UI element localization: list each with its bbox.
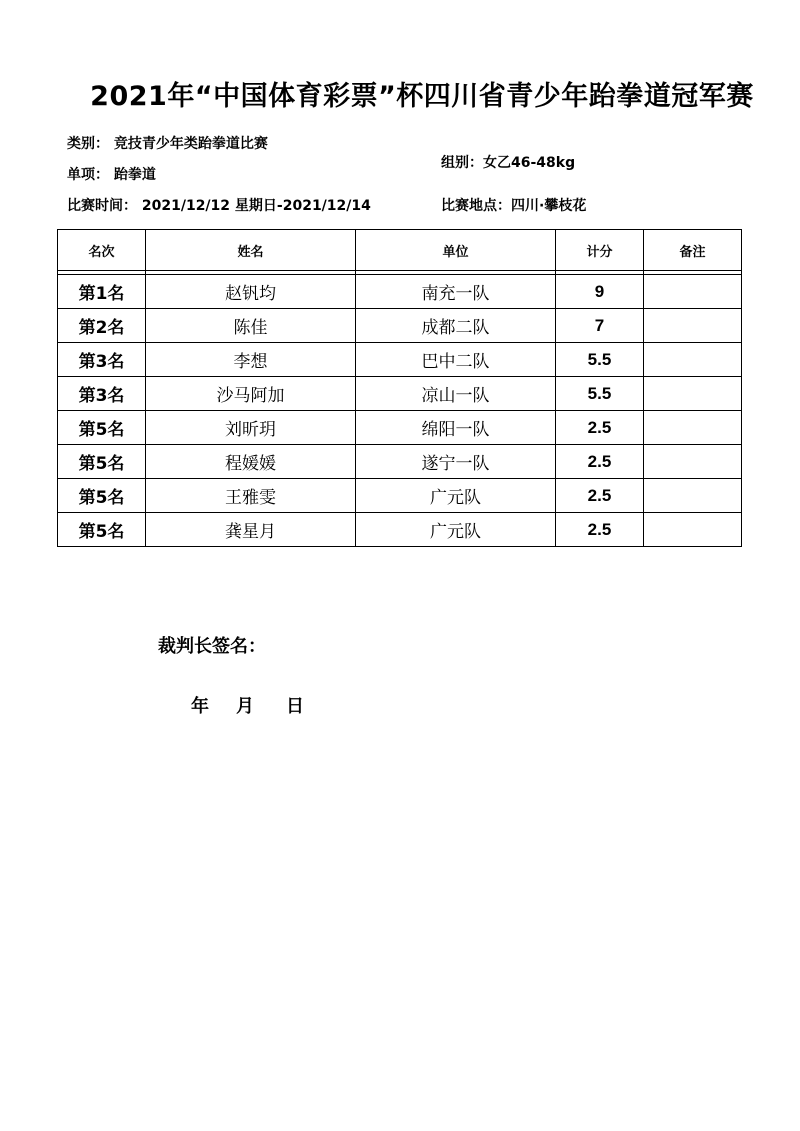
header-score: 计分 — [556, 230, 644, 271]
note-cell — [644, 411, 742, 445]
header-unit: 单位 — [356, 230, 556, 271]
name-cell: 陈佳 — [146, 309, 356, 343]
rank-cell: 第5名 — [58, 479, 146, 513]
date-year-label: 年 — [191, 696, 209, 717]
header-rank: 名次 — [58, 230, 146, 271]
name-cell: 程媛媛 — [146, 445, 356, 479]
time-label: 比赛时间： 2021/12/12 星期日-2021/12/14 — [67, 198, 371, 214]
rank-cell: 第5名 — [58, 445, 146, 479]
name-cell: 李想 — [146, 343, 356, 377]
unit-cell: 遂宁一队 — [356, 445, 556, 479]
unit-cell: 广元队 — [356, 513, 556, 547]
note-cell — [644, 513, 742, 547]
rank-cell: 第3名 — [58, 377, 146, 411]
score-cell: 2.5 — [556, 445, 644, 479]
rank-cell: 第2名 — [58, 309, 146, 343]
table-row — [58, 377, 742, 411]
rank-cell: 第5名 — [58, 411, 146, 445]
header-note: 备注 — [644, 230, 742, 271]
rank-cell: 第3名 — [58, 343, 146, 377]
score-cell: 9 — [556, 275, 644, 309]
header-name: 姓名 — [146, 230, 356, 271]
referee-signature-label: 裁判长签名： — [158, 636, 266, 657]
page-title: 2021年“中国体育彩票”杯四川省青少年跆拳道冠军赛 — [90, 81, 754, 112]
rank-cell: 第1名 — [58, 275, 146, 309]
venue-label: 比赛地点：四川·攀枝花 — [441, 198, 587, 214]
table-row — [58, 309, 742, 343]
score-cell: 2.5 — [556, 513, 644, 547]
name-cell: 王雅雯 — [146, 479, 356, 513]
unit-cell: 广元队 — [356, 479, 556, 513]
score-cell: 5.5 — [556, 343, 644, 377]
table-row — [58, 479, 742, 513]
score-cell: 2.5 — [556, 479, 644, 513]
note-cell — [644, 309, 742, 343]
name-cell: 龚星月 — [146, 513, 356, 547]
table-header-row — [58, 230, 742, 271]
table-row — [58, 513, 742, 547]
unit-cell: 凉山一队 — [356, 377, 556, 411]
table-row — [58, 445, 742, 479]
unit-cell: 巴中二队 — [356, 343, 556, 377]
unit-cell: 成都二队 — [356, 309, 556, 343]
note-cell — [644, 445, 742, 479]
rank-cell: 第5名 — [58, 513, 146, 547]
group-label: 组别：女乙46-48kg — [441, 155, 576, 171]
date-day-label: 日 — [286, 696, 304, 717]
name-cell: 刘昕玥 — [146, 411, 356, 445]
note-cell — [644, 377, 742, 411]
results-table — [57, 229, 742, 547]
score-cell: 2.5 — [556, 411, 644, 445]
table-row — [58, 411, 742, 445]
date-month-label: 月 — [236, 696, 254, 717]
name-cell: 沙马阿加 — [146, 377, 356, 411]
table-row — [58, 275, 742, 309]
note-cell — [644, 479, 742, 513]
score-cell: 7 — [556, 309, 644, 343]
note-cell — [644, 343, 742, 377]
category-label: 类别： 竞技青少年类跆拳道比赛 — [67, 136, 268, 152]
name-cell: 赵钒均 — [146, 275, 356, 309]
unit-cell: 绵阳一队 — [356, 411, 556, 445]
table-row — [58, 343, 742, 377]
note-cell — [644, 275, 742, 309]
score-cell: 5.5 — [556, 377, 644, 411]
unit-cell: 南充一队 — [356, 275, 556, 309]
event-label: 单项： 跆拳道 — [67, 167, 156, 183]
